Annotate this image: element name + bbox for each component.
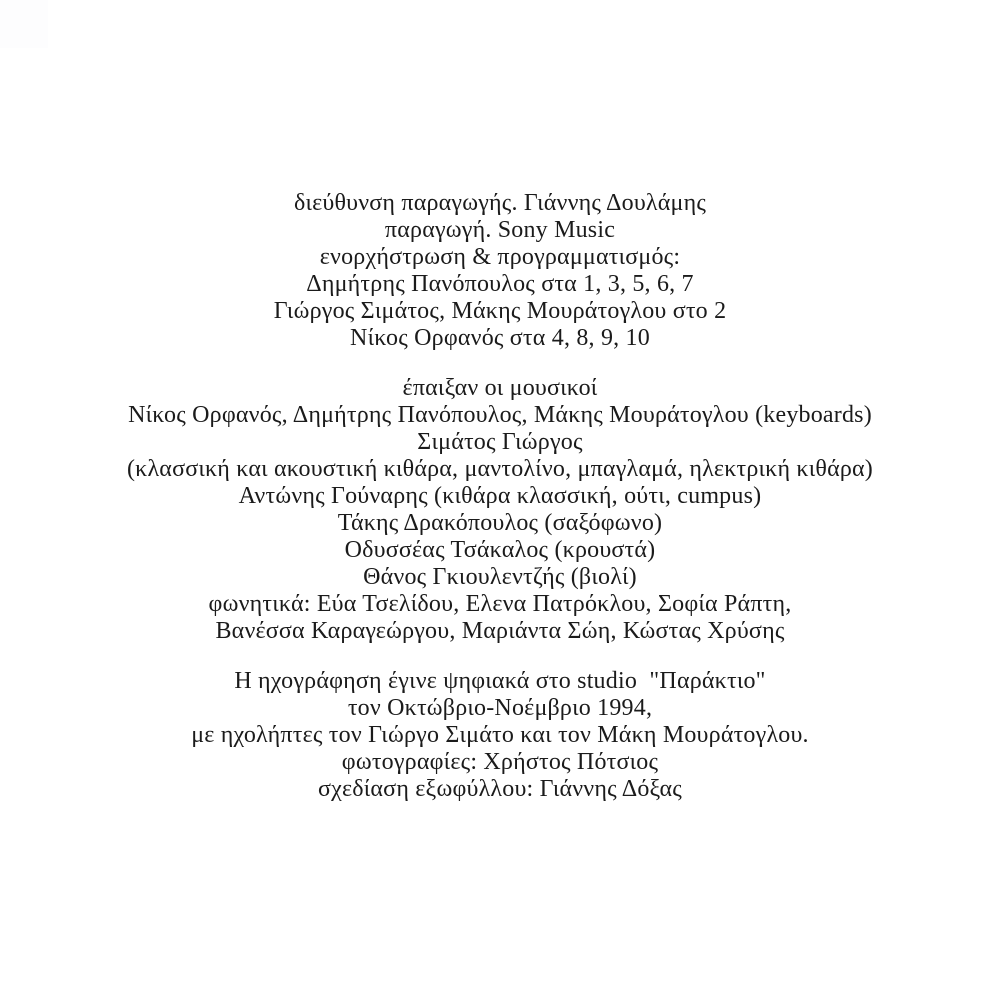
credit-line-saxophone: Τάκης Δρακόπουλος (σαξόφωνο) — [337, 510, 663, 536]
recording-info-block — [0, 668, 1000, 803]
credit-line-recording-date: τον Οκτώβριο-Νοέμβριο 1994, — [347, 695, 653, 721]
production-credits-block — [0, 190, 1000, 352]
credit-line-violin: Θάνος Γκιουλεντζής (βιολί) — [363, 564, 637, 590]
credit-line-orchestration-tracks-2: Γιώργος Σιμάτος, Μάκης Μουράτογλου στο 2 — [273, 298, 727, 324]
credit-line-keyboards: Νίκος Ορφανός, Δημήτρης Πανόπουλος, Μάκης Μουράτογλου (keyboards) — [128, 402, 872, 428]
credit-line-orchestration-tracks-1: Δημήτρης Πανόπουλος στα 1, 3, 5, 6, 7 — [306, 271, 694, 297]
credit-line-percussion: Οδυσσέας Τσάκαλος (κρουστά) — [344, 537, 656, 563]
scan-corner-artifact — [0, 0, 48, 48]
credit-line-production-label: παραγωγή. Sony Music — [384, 217, 616, 243]
credit-line-production-direction: διεύθυνση παραγωγής. Γιάννης Δουλάμης — [293, 190, 707, 216]
credit-line-musicians-heading: έπαιξαν οι μουσικοί — [402, 375, 598, 401]
credit-line-recording-studio: Η ηχογράφηση έγινε ψηφιακά στο studio "Παράκτιο" — [234, 668, 766, 694]
credit-line-orchestration-heading: ενορχήστρωση & προγραμματισμός: — [319, 244, 681, 270]
credit-line-photography: φωτογραφίες: Χρήστος Πότσιος — [341, 749, 659, 775]
credit-line-guitarist-instruments: (κλασσική και ακουστική κιθάρα, μαντολίνο, μπαγλαμά, ηλεκτρική κιθάρα) — [126, 456, 873, 482]
credit-line-gounaris: Αντώνης Γούναρης (κιθάρα κλασσική, ούτι, cumpus) — [238, 483, 762, 509]
credits-text — [0, 190, 1000, 803]
credit-line-vocals-2: Βανέσσα Καραγεώργου, Μαριάντα Σώη, Κώστας Χρύσης — [215, 618, 785, 644]
musicians-block — [0, 375, 1000, 645]
credit-line-orchestration-tracks-3: Νίκος Ορφανός στα 4, 8, 9, 10 — [350, 325, 650, 351]
credit-line-vocals-1: φωνητικά: Εύα Τσελίδου, Ελενα Πατρόκλου, Σοφία Ράπτη, — [208, 591, 792, 617]
credit-line-guitarist-name: Σιμάτος Γιώργος — [417, 429, 583, 455]
credit-line-sound-engineers: με ηχολήπτες τον Γιώργο Σιμάτο και τον Μάκη Μουράτογλου. — [191, 722, 809, 748]
credit-line-cover-design: σχεδίαση εξωφύλλου: Γιάννης Δόξας — [317, 776, 683, 802]
